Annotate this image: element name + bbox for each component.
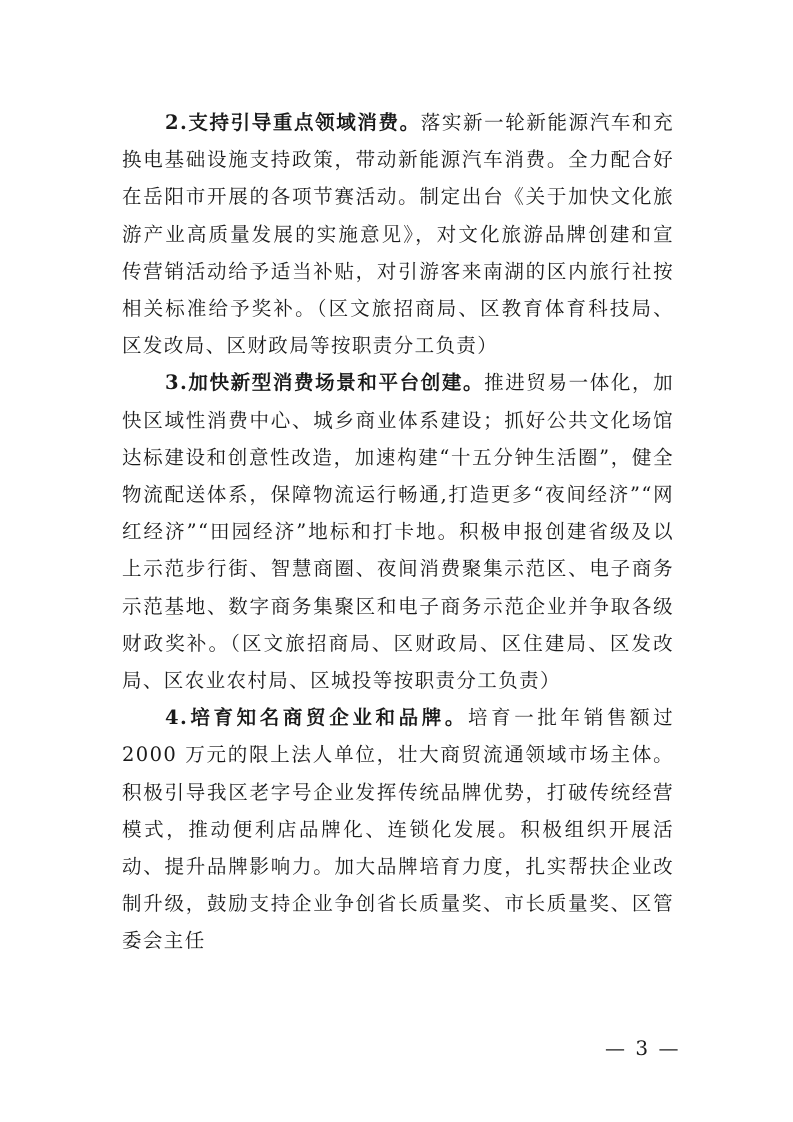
paragraph-2 [122,104,674,364]
paragraph-4 [122,699,674,959]
paragraph-heading: 4.培育知名商贸企业和品牌。 [165,706,469,730]
paragraph-heading: 3.加快新型消费场景和平台创建。 [165,371,485,395]
document-body [122,104,674,960]
paragraph-text: 推进贸易一体化，加快区域性消费中心、城乡商业体系建设；抓好公共文化场馆达标建设和创意性改造，加速构建“十五分钟生活圈”，健全物流配送体系，保障物流运行畅通,打造更多“夜间经济”“网红经济”“田园经济”地标和打卡地。积极申报创建省级及以上示范步行街、智慧商圈、夜间消费聚集示范区、电子商务示范基地、数字商务集聚区和电子商务示范企业并争取各级财政奖补。（区文旅招商局、区财政局、区住建局、区发改局、区农业农村局、区城投等按职责分工负责） [122,371,674,693]
paragraph-text: 培育一批年销售额过 2000 万元的限上法人单位，壮大商贸流通领域市场主体。积极引导我区老字号企业发挥传统品牌优势，打破传统经营模式，推动便利店品牌化、连锁化发展。积极组织开展活动、提升品牌影响力。加大品牌培育力度，扎实帮扶企业改制升级，鼓励支持企业争创省长质量奖、市长质量奖、区管委会主任 [122,706,674,953]
paragraph-heading: 2.支持引导重点领域消费。 [165,111,421,134]
paragraph-text: 落实新一轮新能源汽车和充换电基础设施支持政策，带动新能源汽车消费。全力配合好在岳阳市开展的各项节赛活动。制定出台《关于加快文化旅游产业高质量发展的实施意见》，对文化旅游品牌创建和宣传营销活动给予适当补贴，对引游客来南湖的区内旅行社按相关标准给予奖补。（区文旅招商局、区教育体育科技局、区发改局、区财政局等按职责分工负责） [122,111,674,358]
page-number: — 3 — [605,1036,681,1060]
paragraph-3 [122,364,674,699]
